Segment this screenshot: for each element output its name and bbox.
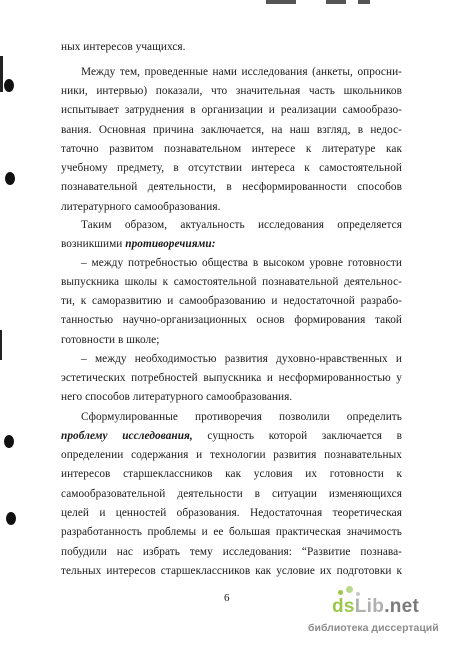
text-line [61, 237, 402, 252]
line-text: танностью научно-организационных основ формирования такой [61, 314, 402, 326]
text-line [61, 371, 402, 386]
text-line [61, 506, 402, 521]
punch-hole [5, 172, 15, 185]
line-text: разработанность проблемы и ее большая практическая значимость [61, 526, 402, 538]
scan-smudge [326, 0, 346, 4]
text-line [61, 448, 402, 463]
line-text: познавательной деятельности, в несформированности способов [61, 181, 402, 193]
text-line [61, 200, 402, 215]
line-text: ти, к саморазвитию и самообразованию и недостаточной разрабо- [61, 295, 402, 307]
scan-smudge [358, 0, 370, 4]
line-text: интересов старшеклассников как условия их готовности к [61, 468, 402, 480]
watermark-logo-lib: Lib [354, 596, 385, 617]
watermark-logo-net: .net [384, 596, 420, 617]
line-text: – между необходимостью развития духовно-нравственных и [81, 353, 402, 365]
line-text: ных интересов учащихся. [61, 41, 186, 53]
line-text: сущность которой заключается в [207, 430, 402, 442]
scan-smudge [266, 0, 296, 4]
line-text: тельных интересов старшеклассников как условие их подготовки к [61, 565, 402, 577]
text-line [61, 467, 402, 482]
line-text: учебному предмету, в отсутствии интереса к самостоятельной [61, 162, 402, 174]
text-line [81, 410, 402, 425]
text-line [61, 390, 402, 405]
line-text: определении содержания и технологии развития познавательных [61, 449, 402, 461]
line-text: вания. Основная причина заключается, на наш взгляд, в недос- [61, 124, 402, 136]
line-text: Между тем, проведенные нами исследования (анкеты, опросни- [81, 66, 402, 78]
text-line [61, 564, 402, 579]
text-line [61, 294, 402, 309]
text-line [61, 123, 402, 138]
text-line [81, 65, 402, 80]
punch-hole [4, 435, 14, 448]
punch-hole [4, 79, 14, 92]
text-line [61, 142, 402, 157]
page-number: 6 [224, 592, 230, 604]
line-text: ники, интервью) показали, что значительная часть школьников [61, 85, 402, 97]
text-line [61, 545, 402, 560]
watermark-subtitle: библиотека диссертаций [308, 622, 439, 634]
text-line [81, 352, 402, 367]
margin-mark [0, 330, 2, 360]
line-text: литературного самообразования. [61, 201, 221, 213]
line-text: эстетических потребностей выпускника и несформированностью у [61, 372, 402, 384]
text-line [61, 40, 402, 55]
text-line [61, 180, 402, 195]
watermark-logo [332, 596, 419, 618]
line-text: готовности в школе; [61, 334, 160, 346]
text-line [61, 429, 402, 444]
watermark [260, 596, 440, 640]
text-line [81, 218, 402, 233]
text-line [61, 333, 402, 348]
line-text: возникшими [61, 238, 123, 250]
line-text: него способов литературного самообразования. [61, 391, 293, 403]
line-text: побудили нас избрать тему исследования: “Развитие познава- [61, 546, 402, 558]
punch-hole [6, 512, 16, 525]
text-line [81, 256, 402, 271]
text-line [61, 161, 402, 176]
line-text: испытывает затруднения в организации и реализации самообразо- [61, 104, 402, 116]
text-line [61, 84, 402, 99]
line-text: выпускника школы к самостоятельной познавательной деятельнос- [61, 276, 402, 288]
line-text: Таким образом, актуальность исследования определяется [81, 219, 402, 231]
text-line [61, 275, 402, 290]
watermark-logo-ds: ds [332, 596, 355, 617]
watermark-dot [338, 590, 343, 595]
text-line [61, 525, 402, 540]
line-text: целей и ценностей образования. Недостаточная теоретическая [61, 507, 402, 519]
line-text: самообразовательной деятельности в ситуации изменяющихся [61, 488, 402, 500]
emphasized-text: проблему исследования, [61, 430, 193, 442]
line-text: таточно развитом познавательном интересе к литературе как [61, 143, 402, 155]
text-line [61, 313, 402, 328]
text-line [61, 103, 402, 118]
line-text: – между потребностью общества в высоком уровне готовности [81, 257, 402, 269]
text-line [61, 487, 402, 502]
line-text: Сформулированные противоречия позволили определить [81, 411, 402, 423]
emphasized-text: противоречиями: [125, 238, 216, 250]
margin-mark [0, 56, 3, 92]
watermark-dot [346, 586, 353, 593]
